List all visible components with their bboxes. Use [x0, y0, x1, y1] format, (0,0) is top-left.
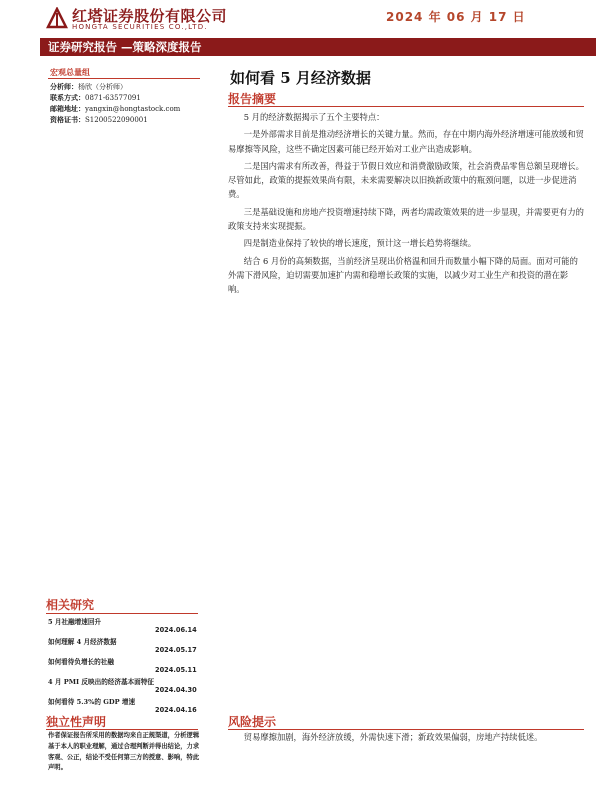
company-name-en: HONGTA SECURITIES CO.,LTD.: [72, 23, 208, 31]
related-item-date: 2024.05.11: [155, 666, 197, 674]
related-item-date: 2024.04.30: [155, 686, 197, 694]
independence-text: 作者保证报告所采用的数据均来自正规渠道，分析逻辑基于本人的职业理解，通过合理判断并得出结论，力求客观、公正，结论不受任何第三方的授意、影响，特此声明。: [48, 732, 200, 772]
independence-heading: 独立性声明: [46, 715, 107, 729]
summary-paragraph: 三是基础设施和房地产投资增速持续下降，两者均需政策效果的进一步显现，并需要更有力的政策支持来实现提振。: [228, 206, 584, 232]
related-item-title[interactable]: 5 月社融增速回升: [48, 618, 102, 626]
phone-value: 0871-63577091: [85, 94, 141, 102]
analyst-name: 杨欣（分析师）: [78, 83, 127, 91]
related-item-date: 2024.06.14: [155, 626, 197, 634]
divider: [46, 729, 198, 730]
summary-body: [228, 110, 584, 300]
analyst-row: [50, 82, 127, 92]
risk-text: 贸易摩擦加剧，海外经济放缓，外需快速下滑；新政效果偏弱，房地产持续低迷。: [243, 732, 543, 742]
email-row: [50, 104, 180, 114]
email-value[interactable]: yangxin@hongtastock.com: [85, 105, 181, 113]
email-label: 邮箱地址：: [50, 104, 85, 113]
divider: [228, 729, 584, 730]
cert-row: [50, 115, 148, 125]
team-label: 宏观总量组: [50, 67, 90, 77]
divider: [46, 613, 198, 614]
report-title: 如何看 5 月经济数据: [230, 69, 371, 87]
summary-paragraph: 四是制造业保持了较快的增长速度，预计这一增长趋势将继续。: [243, 238, 477, 249]
cert-value: S1200522090001: [85, 116, 148, 124]
summary-paragraph: 结合 6 月份的高频数据，当前经济呈现出价格温和回升而数量小幅下降的局面。面对可能的外需下滑风险，迫切需要加速扩内需和稳增长政策的实施，以减少对工业生产和投资的潜在影响。: [228, 255, 578, 295]
related-research-heading: 相关研究: [46, 598, 95, 612]
related-item-title[interactable]: 如何看待 5.3%的 GDP 增速: [48, 698, 136, 706]
summary-heading: 报告摘要: [228, 92, 277, 106]
related-item-title[interactable]: 如何理解 4 月经济数据: [48, 638, 117, 646]
report-date: 2024 年 06 月 17 日: [386, 10, 526, 24]
summary-paragraph: 一是外部需求目前是推动经济增长的关键力量。然而，存在中期内海外经济增速可能放缓和贸易摩擦等风险，这些不确定因素可能已经开始对工业产出造成影响。: [228, 129, 584, 154]
analyst-label: 分析师：: [50, 82, 78, 91]
related-item-date: 2024.04.16: [155, 706, 197, 714]
related-item-title[interactable]: 如何看待负增长的社融: [48, 658, 114, 666]
related-item-date: 2024.05.17: [155, 646, 197, 654]
risk-heading: 风险提示: [228, 715, 277, 729]
related-item-title[interactable]: 4 月 PMI 反映出的经济基本面特征: [48, 678, 154, 686]
company-name-cn: 红塔证券股份有限公司: [72, 7, 228, 25]
phone-label: 联系方式：: [50, 93, 85, 102]
company-logo-icon: [46, 7, 68, 29]
divider: [48, 78, 200, 79]
summary-paragraph: 5 月的经济数据揭示了五个主要特点：: [243, 112, 385, 122]
cert-label: 资格证书：: [50, 115, 85, 124]
divider: [228, 106, 584, 107]
report-type-label: 证券研究报告 —策略深度报告: [48, 40, 202, 54]
phone-row: [50, 93, 141, 103]
summary-paragraph: 二是国内需求有所改善，得益于节假日效应和消费激励政策，社会消费品零售总额呈现增长。尽管如此，政策的提振效果尚有限，未来需要解决以旧换新政策中的瓶颈问题，以进一步促进消费。: [228, 160, 584, 200]
